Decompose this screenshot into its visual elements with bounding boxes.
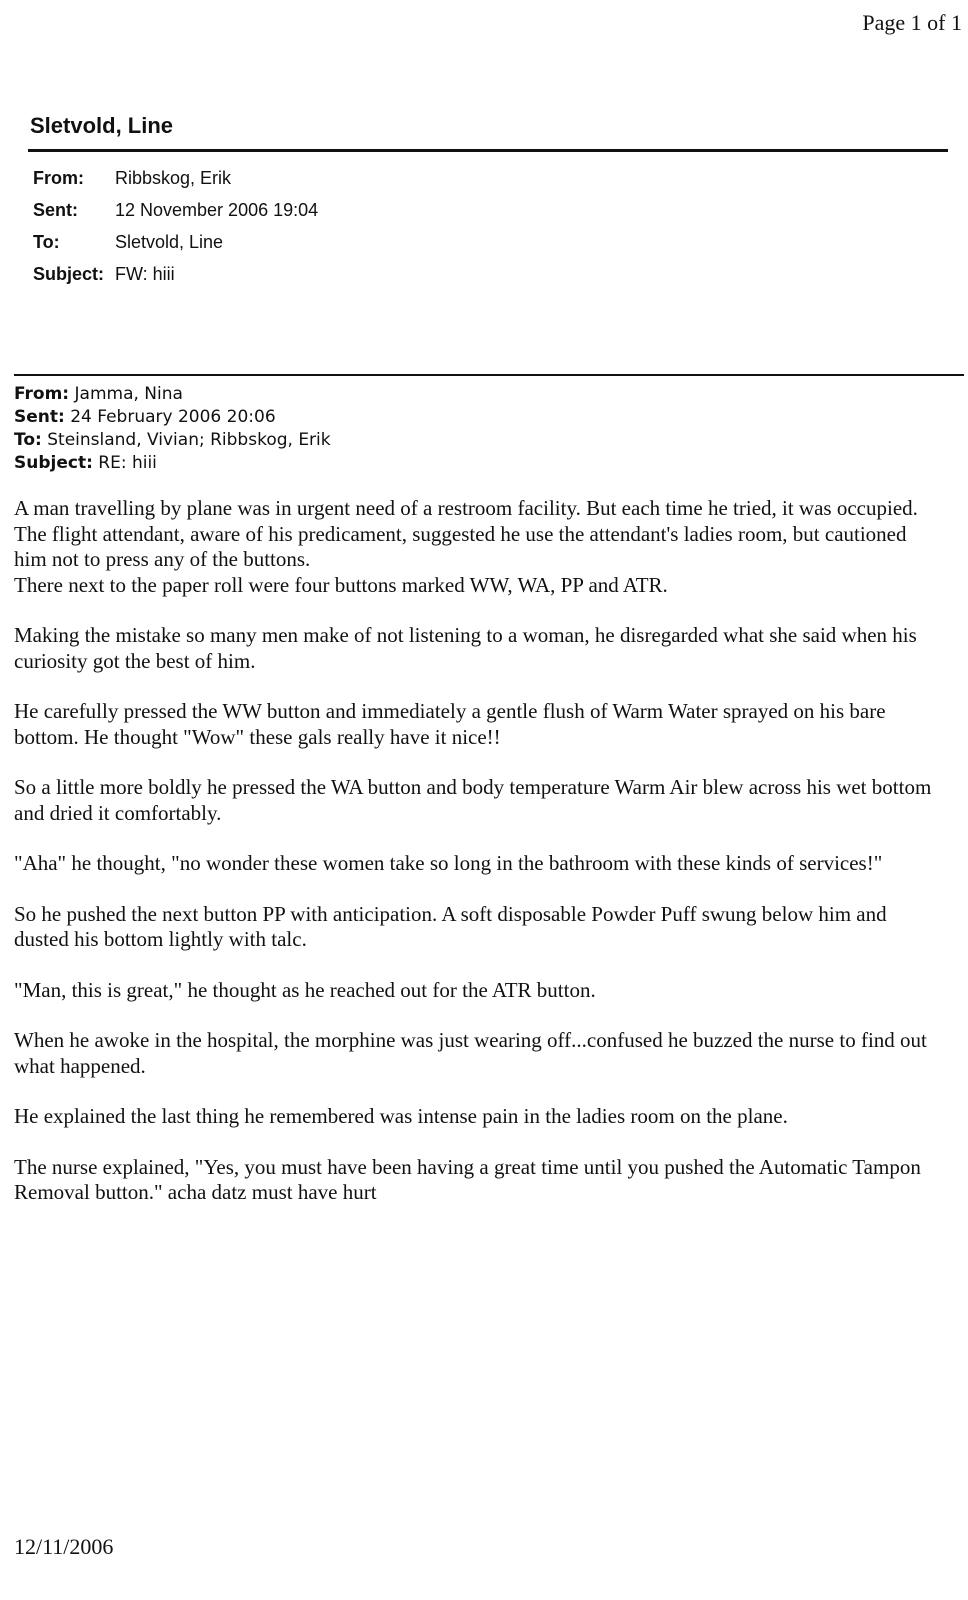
from-value: Jamma, Nina	[74, 384, 183, 404]
forward-divider	[14, 374, 964, 376]
subject-value: RE: hiii	[98, 453, 157, 473]
body-paragraph: He explained the last thing he remembered was intense pain in the ladies room on the plane.	[14, 1104, 788, 1128]
outer-email-header	[33, 162, 318, 290]
to-label: To:	[14, 430, 42, 450]
to-value: Sletvold, Line	[115, 231, 224, 252]
outer-to-row	[33, 226, 318, 258]
body-paragraph: The nurse explained, "Yes, you must have been having a great time until you pushed the Automatic Tampon Removal button." acha datz must have hurt	[14, 1154, 921, 1204]
sent-label: Sent:	[14, 407, 65, 427]
inner-subject-row	[14, 452, 331, 475]
inner-from-row	[14, 383, 331, 406]
sent-value: 24 February 2006 20:06	[70, 407, 276, 427]
subject-label: Subject:	[14, 453, 93, 473]
inner-sent-row	[14, 406, 331, 429]
email-body	[14, 496, 944, 1231]
from-value: Ribbskog, Erik	[115, 167, 232, 188]
body-paragraph: When he awoke in the hospital, the morphine was just wearing off...confused he buzzed the nurse to find out what happened.	[14, 1028, 927, 1078]
body-paragraph: Making the mistake so many men make of not listening to a woman, he disregarded what she said when his curiosity got the best of him.	[14, 623, 917, 673]
outer-sent-row	[33, 194, 318, 226]
inner-email-header	[14, 383, 331, 475]
body-paragraph: There next to the paper roll were four buttons marked WW, WA, PP and ATR.	[14, 572, 668, 597]
from-label: From:	[14, 384, 70, 404]
print-date: 12/11/2006	[14, 1534, 114, 1559]
from-label: From:	[33, 167, 84, 188]
body-paragraph: A man travelling by plane was in urgent need of a restroom facility. But each time he tried, it was occupied. The flight attendant, aware of his predicament, suggested he use the attendant's ladies room, but cautioned him not to press any of the buttons.	[14, 496, 918, 571]
body-paragraph: He carefully pressed the WW button and immediately a gentle flush of Warm Water sprayed on his bare bottom. He thought "Wow" these gals really have it nice!!	[14, 699, 886, 749]
outer-subject-row	[33, 258, 318, 290]
page-number: Page 1 of 1	[862, 10, 962, 35]
body-paragraph: So he pushed the next button PP with anticipation. A soft disposable Powder Puff swung below him and dusted his bottom lightly with talc.	[14, 901, 887, 951]
sent-value: 12 November 2006 19:04	[115, 199, 319, 220]
header-divider	[28, 149, 948, 152]
outer-from-row	[33, 162, 318, 194]
to-label: To:	[33, 231, 60, 252]
body-paragraph: "Aha" he thought, "no wonder these women take so long in the bathroom with these kinds of services!"	[14, 851, 883, 875]
inner-to-row	[14, 429, 331, 452]
sent-label: Sent:	[33, 199, 78, 220]
to-value: Steinsland, Vivian; Ribbskog, Erik	[47, 430, 331, 450]
subject-value: FW: hiii	[115, 263, 175, 284]
subject-label: Subject:	[33, 263, 105, 284]
body-paragraph: So a little more boldly he pressed the WA button and body temperature Warm Air blew across his wet bottom and dried it comfortably.	[14, 775, 932, 825]
body-paragraph: "Man, this is great," he thought as he reached out for the ATR button.	[14, 977, 596, 1002]
mailbox-owner-title: Sletvold, Line	[30, 113, 174, 138]
